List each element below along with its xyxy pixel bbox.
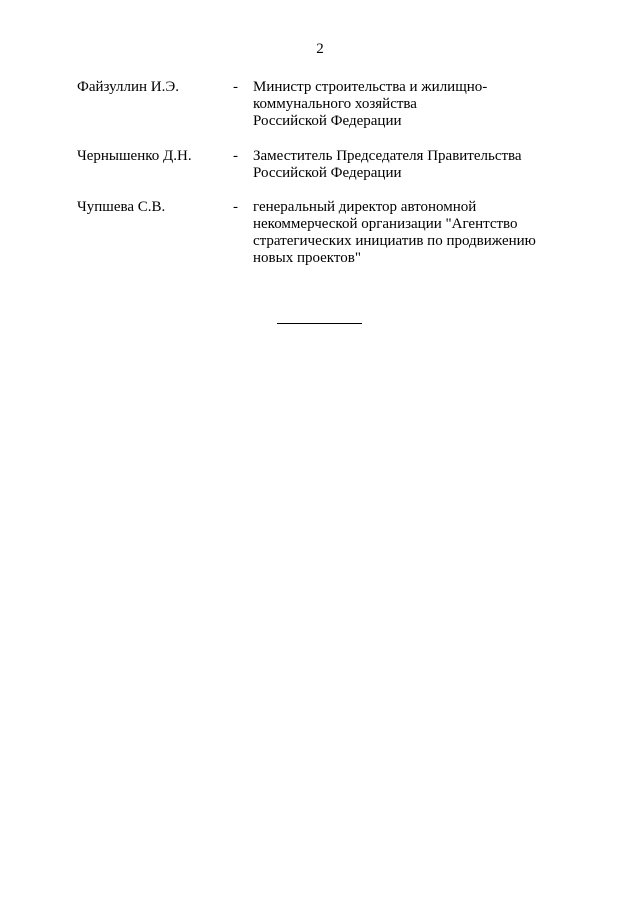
- member-role-line: некоммерческой организации "Агентство: [253, 216, 518, 232]
- member-role-line: стратегических инициатив по продвижению: [253, 233, 536, 249]
- member-role-line: новых проектов": [253, 250, 361, 266]
- page-number: 2: [316, 41, 324, 57]
- member-role: [253, 79, 573, 130]
- member-role-line: генеральный директор автономной: [253, 199, 477, 215]
- member-dash: -: [233, 79, 238, 95]
- member-name: Чупшева С.В.: [77, 199, 166, 215]
- member-role-line: Заместитель Председателя Правительства: [253, 148, 522, 164]
- member-role: [253, 148, 573, 182]
- member-role: [253, 199, 573, 267]
- member-role-line: Российской Федерации: [253, 165, 402, 181]
- member-dash: -: [233, 199, 238, 215]
- member-role-line: Министр строительства и жилищно-: [253, 79, 488, 95]
- member-role-line: Российской Федерации: [253, 113, 402, 129]
- member-name: Чернышенко Д.Н.: [77, 148, 192, 164]
- end-of-list-rule: [277, 323, 362, 324]
- member-role-line: коммунального хозяйства: [253, 96, 417, 112]
- member-dash: -: [233, 148, 238, 164]
- member-name: Файзуллин И.Э.: [77, 79, 179, 95]
